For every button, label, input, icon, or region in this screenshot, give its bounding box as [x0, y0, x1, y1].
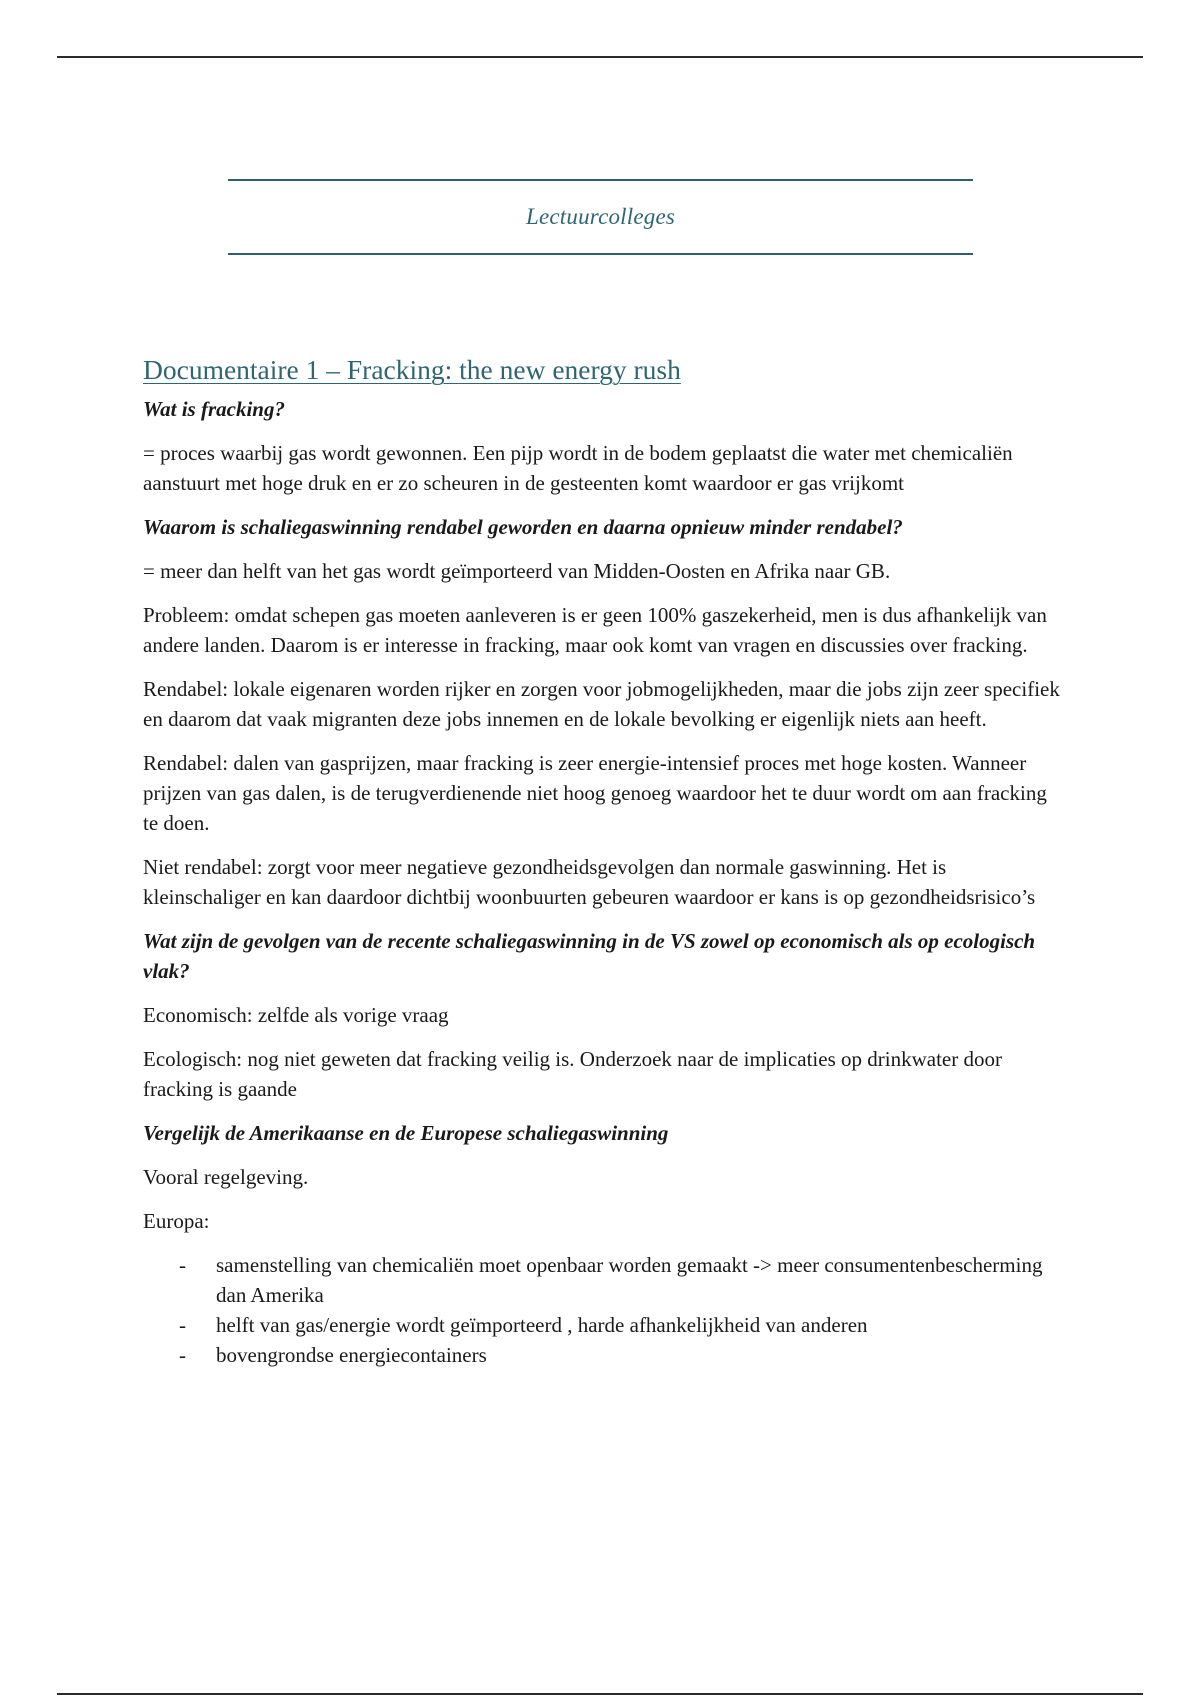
section-heading: Documentaire 1 – Fracking: the new energy rush [143, 354, 681, 385]
answer-paragraph: Probleem: omdat schepen gas moeten aanleveren is er geen 100% gaszekerheid, men is dus afhankelijk van andere landen. Daarom is er interesse in fracking, maar ook komt van vragen en discussies over fracking. [143, 603, 1047, 657]
list-item [143, 1250, 1063, 1310]
banner-title: Lectuurcolleges [525, 204, 676, 229]
page-top-rule [57, 56, 1143, 58]
document-body [143, 352, 1063, 1370]
answer-paragraph: = proces waarbij gas wordt gewonnen. Een pijp wordt in de bodem geplaatst die water met chemicaliën aanstuurt met hoge druk en er zo scheuren in de gesteenten komt waardoor er gas vrijkomt [143, 441, 1013, 495]
list-item [143, 1340, 1063, 1370]
list-item-text: samenstelling van chemicaliën moet openbaar worden gemaakt -> meer consumentenbescherming dan Amerika [216, 1253, 1043, 1307]
list-item-text: bovengrondse energiecontainers [216, 1343, 487, 1367]
page-bottom-rule [57, 1693, 1143, 1695]
answer-paragraph: Rendabel: dalen van gasprijzen, maar fracking is zeer energie-intensief proces met hoge kosten. Wanneer prijzen van gas dalen, is de terugverdienende niet hoog genoeg waardoor het te duur wordt om aan fracking te doen. [143, 751, 1047, 835]
question-what-is-fracking: Wat is fracking? [143, 397, 285, 421]
question-profitability: Waarom is schaliegaswinning rendabel geworden en daarna opnieuw minder rendabel? [143, 515, 903, 539]
answer-paragraph: Europa: [143, 1209, 210, 1233]
list-item-text: helft van gas/energie wordt geïmporteerd , harde afhankelijkheid van anderen [216, 1313, 868, 1337]
header-banner [228, 179, 973, 255]
answer-paragraph: Rendabel: lokale eigenaren worden rijker en zorgen voor jobmogelijkheden, maar die jobs zijn zeer specifiek en daarom dat vaak migranten deze jobs innemen en de lokale bevolking er eigenlijk niets aan heeft. [143, 677, 1060, 731]
question-consequences-us: Wat zijn de gevolgen van de recente schaliegaswinning in de VS zowel op economisch als op ecologisch vlak? [143, 929, 1036, 983]
bullet-dash: - [179, 1313, 186, 1337]
answer-paragraph: Economisch: zelfde als vorige vraag [143, 1003, 449, 1027]
list-item [143, 1310, 1063, 1340]
answer-paragraph: Vooral regelgeving. [143, 1165, 309, 1189]
answer-paragraph: Niet rendabel: zorgt voor meer negatieve gezondheidsgevolgen dan normale gaswinning. Het is kleinschaliger en kan daardoor dichtbij woonbuurten gebeuren waardoor er kans is op gezondheidsrisico’s [143, 855, 1036, 909]
question-compare-us-europe: Vergelijk de Amerikaanse en de Europese schaliegaswinning [143, 1121, 669, 1145]
answer-paragraph: = meer dan helft van het gas wordt geïmporteerd van Midden-Oosten en Afrika naar GB. [143, 559, 891, 583]
europe-bullet-list [143, 1250, 1063, 1370]
bullet-dash: - [179, 1253, 186, 1277]
answer-paragraph: Ecologisch: nog niet geweten dat fracking veilig is. Onderzoek naar de implicaties op drinkwater door fracking is gaande [143, 1047, 1002, 1101]
bullet-dash: - [179, 1343, 186, 1367]
